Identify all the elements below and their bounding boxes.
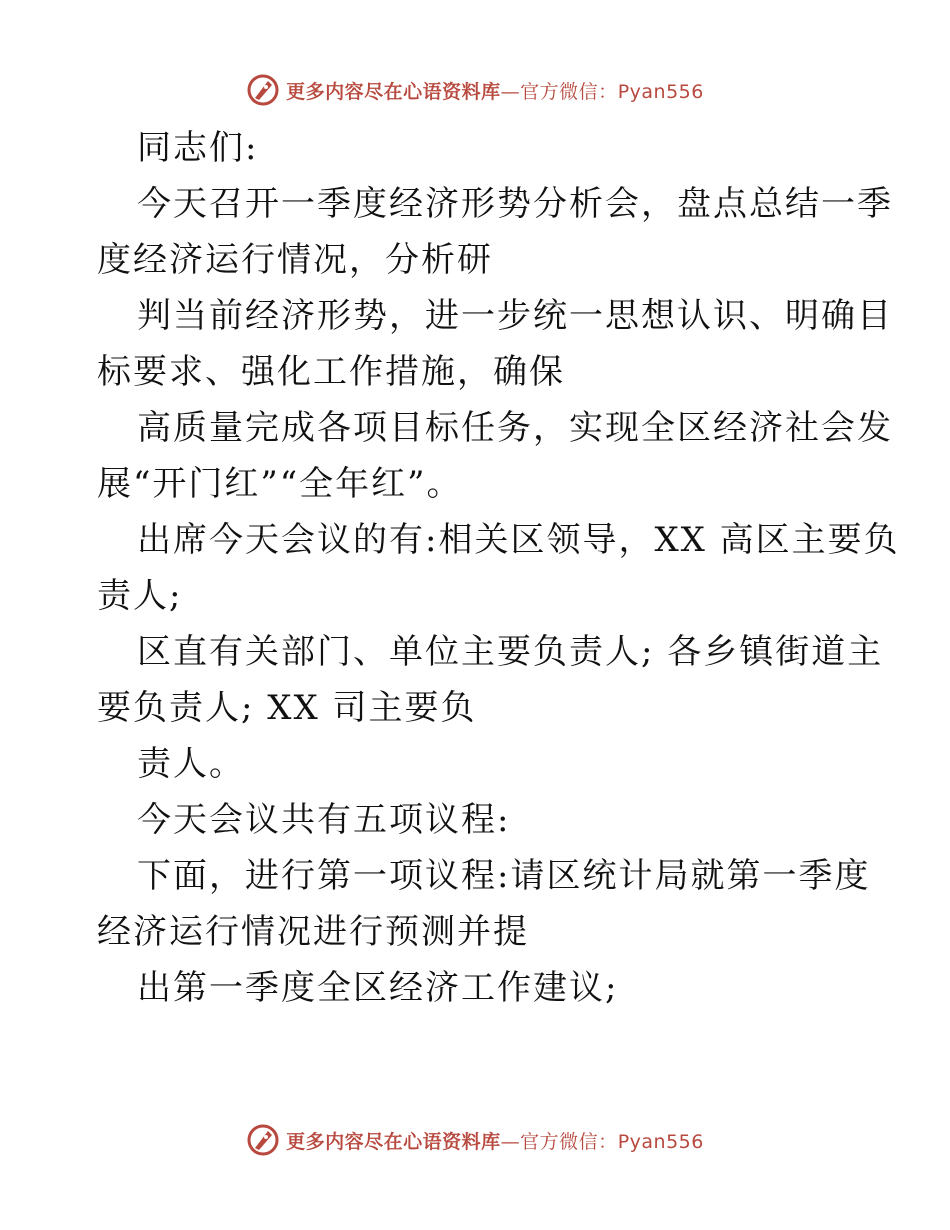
- watermark-site: 更多内容尽在心语资料库: [286, 80, 501, 103]
- body-line: 今天召开一季度经济形势分析会，盘点总结一季: [137, 184, 893, 224]
- body-line: 展“开门红”“全年红”。: [97, 464, 463, 504]
- body-line: 要负责人; XX 司主要负: [97, 688, 477, 728]
- header-watermark: [0, 70, 950, 110]
- watermark-wechat-id: Pyan556: [617, 1130, 704, 1153]
- body-line: 责人;: [97, 576, 183, 616]
- watermark-dash: —: [500, 80, 521, 103]
- body-line: 出第一季度全区经济工作建议;: [137, 968, 619, 1008]
- watermark-dash: —: [500, 1130, 521, 1153]
- body-line: 标要求、强化工作措施，确保: [97, 352, 565, 392]
- body-line: 责人。: [137, 744, 245, 784]
- pen-nib-logo-icon: [246, 73, 280, 107]
- body-line: 今天会议共有五项议程:: [137, 800, 511, 840]
- body-line: 区直有关部门、单位主要负责人; 各乡镇街道主: [137, 632, 884, 672]
- body-line: 出席今天会议的有:相关区领导，XX 高区主要负: [137, 520, 900, 560]
- watermark-text: [286, 77, 704, 104]
- body-line: 经济运行情况进行预测并提: [97, 912, 529, 952]
- body-line: 判当前经济形势，进一步统一思想认识、明确目: [137, 296, 893, 336]
- body-line: 高质量完成各项目标任务，实现全区经济社会发: [137, 408, 893, 448]
- watermark-site: 更多内容尽在心语资料库: [286, 1130, 501, 1153]
- watermark-wechat-label: 官方微信：: [520, 1130, 618, 1153]
- watermark-wechat-id: Pyan556: [617, 80, 704, 103]
- pen-nib-logo-icon: [246, 1123, 280, 1157]
- document-body: [97, 120, 900, 1016]
- body-line: 同志们:: [137, 128, 259, 168]
- footer-watermark: [0, 1120, 950, 1160]
- watermark-text: [286, 1127, 704, 1154]
- body-line: 度经济运行情况，分析研: [97, 240, 493, 280]
- body-line: 下面，进行第一项议程:请区统计局就第一季度: [137, 856, 871, 896]
- watermark-wechat-label: 官方微信：: [520, 80, 618, 103]
